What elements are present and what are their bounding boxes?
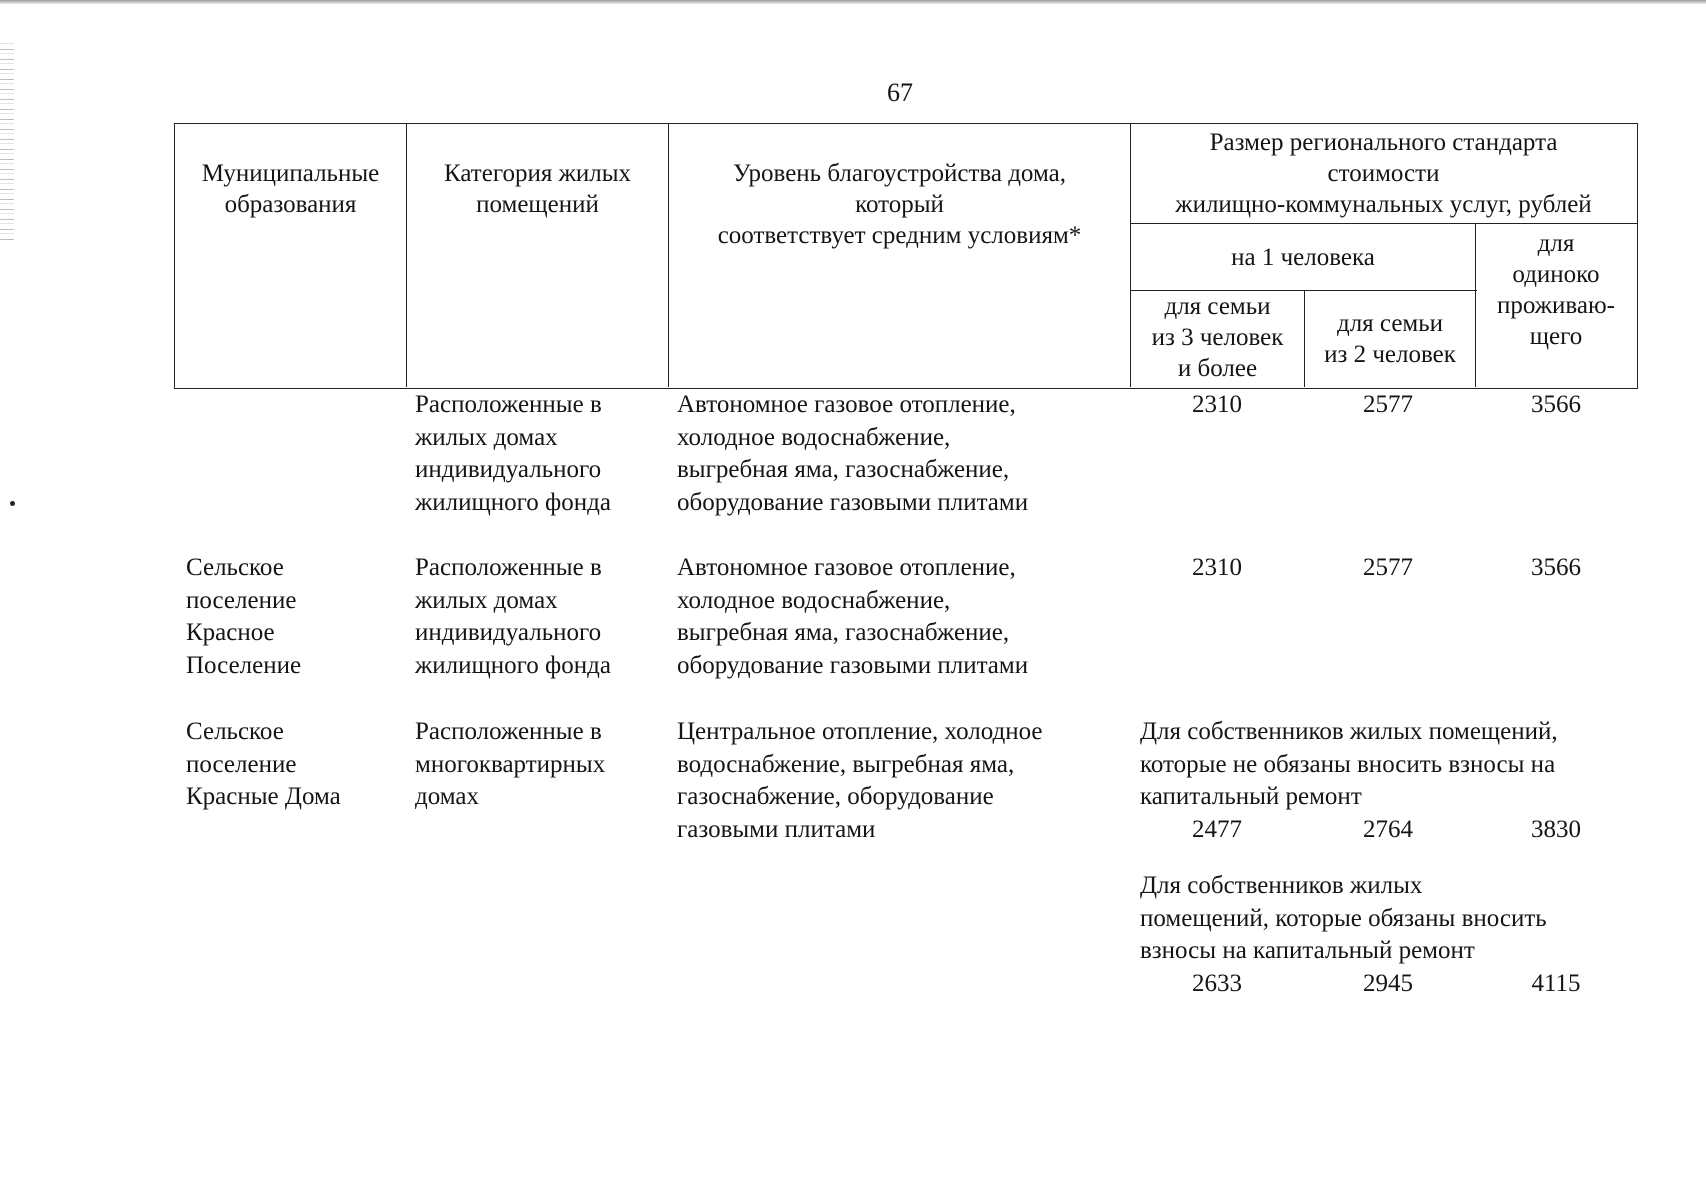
scan-left-edge	[0, 40, 14, 240]
header-size-group: Размер регионального стандарта стоимости жилищно-коммунальных услуг, рублей	[1175, 129, 1592, 218]
header-level: Уровень благоустройства дома, который соответствует средним условиям*	[669, 124, 1131, 387]
row2-value-family3: 2310	[1192, 554, 1242, 581]
row3-value-b-family2: 2945	[1363, 970, 1413, 997]
row1-value-single: 3566	[1531, 391, 1581, 418]
header-single: для одиноко проживаю- щего	[1497, 230, 1615, 350]
row3-municipality: Сельское поселение Красные Дома	[186, 718, 341, 811]
header-municipal: Муниципальные образования	[175, 124, 407, 387]
row2-municipality: Сельское поселение Красное Поселение	[186, 554, 302, 679]
row2-level: Автономное газовое отопление, холодное водоснабжение, выгребная яма, газоснабжение, оборудование газовыми плитами	[677, 554, 1029, 679]
header-family3: для семьи из 3 человек и более	[1131, 291, 1305, 387]
scan-speck	[10, 501, 15, 506]
scan-top-edge	[0, 0, 1706, 4]
rule-per-person	[1131, 290, 1477, 291]
row3-category: Расположенные в многоквартирных домах	[415, 718, 606, 811]
page-number: 67	[887, 78, 913, 107]
row1-value-family3: 2310	[1192, 391, 1242, 418]
row3-note-no-capital-repair: Для собственников жилых помещений, которые не обязаны вносить взносы на капитальный ремонт	[1140, 718, 1558, 811]
rule-size-group	[1131, 223, 1637, 224]
row3-value-b-single: 4115	[1531, 970, 1581, 997]
row2-value-single: 3566	[1531, 554, 1581, 581]
header-category: Категория жилых помещений	[407, 124, 669, 387]
header-per-person: на 1 человека	[1131, 224, 1476, 291]
row1-value-family2: 2577	[1363, 391, 1413, 418]
row2-category: Расположенные в жилых домах индивидуального жилищного фонда	[415, 554, 611, 679]
row1-level: Автономное газовое отопление, холодное водоснабжение, выгребная яма, газоснабжение, оборудование газовыми плитами	[677, 391, 1029, 516]
row1-category: Расположенные в жилых домах индивидуального жилищного фонда	[415, 391, 611, 516]
row3-level: Центральное отопление, холодное водоснабжение, выгребная яма, газоснабжение, оборудование газовыми плитами	[677, 718, 1043, 843]
header-family2: для семьи из 2 человек	[1305, 291, 1476, 387]
row3-value-b-family3: 2633	[1192, 970, 1242, 997]
row3-value-a-family3: 2477	[1192, 816, 1242, 843]
row3-value-a-single: 3830	[1531, 816, 1581, 843]
row2-value-family2: 2577	[1363, 554, 1413, 581]
row3-note-capital-repair: Для собственников жилых помещений, которые обязаны вносить взносы на капитальный ремонт	[1140, 872, 1547, 965]
row3-value-a-family2: 2764	[1363, 816, 1413, 843]
table-header	[174, 123, 1638, 389]
